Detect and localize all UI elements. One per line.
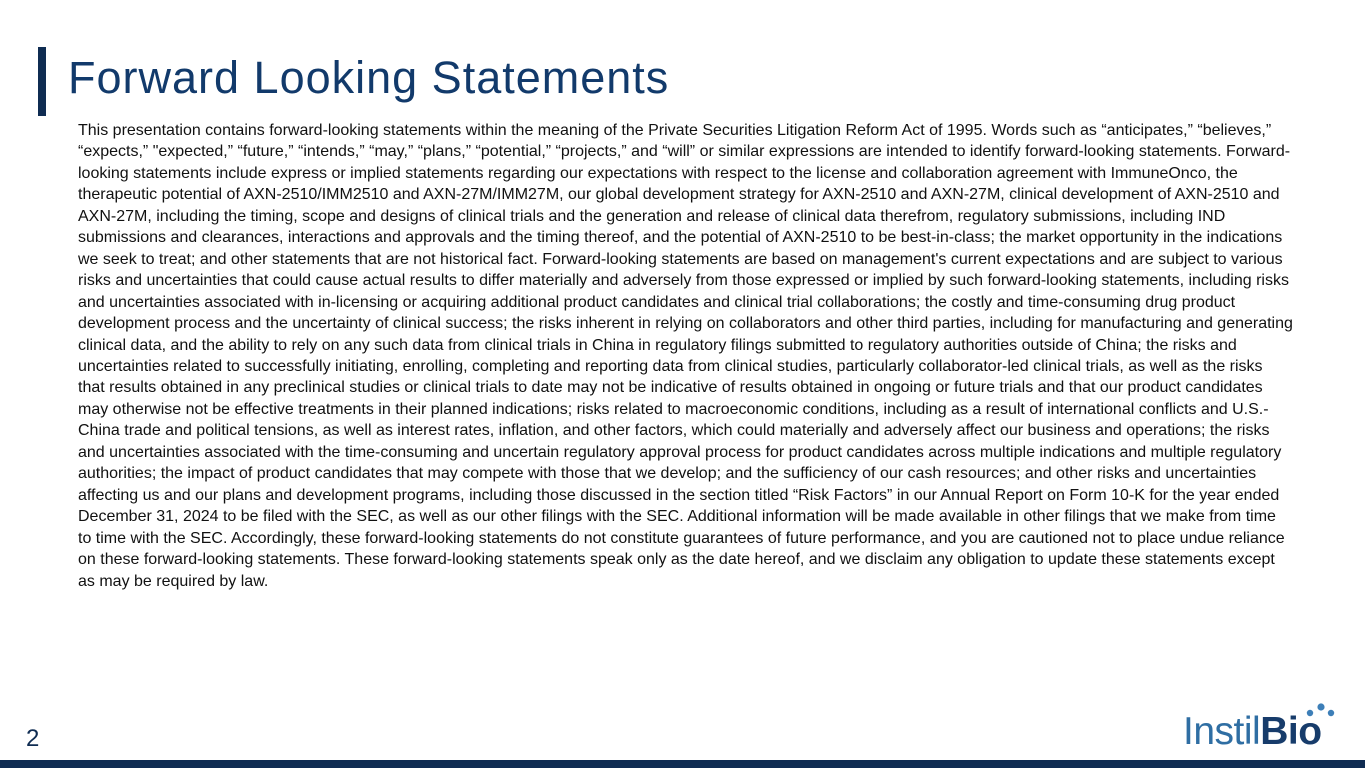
instilbio-logo bbox=[1183, 698, 1343, 756]
logo-text-bio: Bio bbox=[1260, 710, 1322, 753]
page-number: 2 bbox=[26, 725, 40, 752]
logo-wordmark bbox=[1183, 710, 1322, 754]
slide-title: Forward Looking Statements bbox=[68, 52, 670, 103]
logo-text-instil: Instil bbox=[1183, 710, 1261, 753]
forward-looking-statements-text: This presentation contains forward-looking statements within the meaning of the Private Securities Litigation Reform Act of 1995. Words such as “anticipates,” “believes,” “expects,” "expected,” “future,” “intends,” “may,” “plans,” “potential,” “projects,” and “will” or similar expressions are intended to identify forward-looking statements. Forward-looking statements include express or implied statements regarding our expectations with respect to the license and collaboration agreement with ImmuneOnco, the therapeutic potential of AXN-2510/IMM2510 and AXN-27M/IMM27M, our global development strategy for AXN-2510 and AXN-27M, clinical development of AXN-2510 and AXN-27M, including the timing, scope and designs of clinical trials and the generation and release of clinical data therefrom, regulatory submissions, including IND submissions and clearances, interactions and approvals and the timing thereof, and the potential of AXN-2510 to be best-in-class; the market opportunity in the indications we seek to treat; and other statements that are not historical fact. Forward-looking statements are based on management's current expectations and are subject to various risks and uncertainties that could cause actual results to differ materially and adversely from those expressed or implied by such forward-looking statements, including risks and uncertainties associated with in-licensing or acquiring additional product candidates and clinical trial collaborations; the costly and time-consuming drug product development process and the uncertainty of clinical success; the risks inherent in relying on collaborators and other third parties, including for manufacturing and generating clinical data, and the ability to rely on any such data from clinical trials in China in regulatory filings submitted to regulatory authorities outside of China; the risks and uncertainties related to successfully initiating, enrolling, completing and reporting data from clinical studies, particularly collaborator-led clinical trials, as well as the risks that results obtained in any preclinical studies or clinical trials to date may not be indicative of results obtained in ongoing or future trials and that our product candidates may otherwise not be effective treatments in their planned indications; risks related to macroeconomic conditions, including as a result of international conflicts and U.S.-China trade and political tensions, as well as interest rates, inflation, and other factors, which could materially and adversely affect our business and operations; the risks and uncertainties associated with the time-consuming and uncertain regulatory approval process for product candidates across multiple indications and multiple regulatory authorities; the impact of product candidates that may compete with those that we develop; and the sufficiency of our cash resources; and other risks and uncertainties affecting us and our plans and development programs, including those discussed in the section titled “Risk Factors” in our Annual Report on Form 10-K for the year ended December 31, 2024 to be filed with the SEC, as well as our other filings with the SEC. Additional information will be made available in other filings that we make from time to time with the SEC. Accordingly, these forward-looking statements do not constitute guarantees of future performance, and you are cautioned not to place undue reliance on these forward-looking statements. These forward-looking statements speak only as the date hereof, and we disclaim any obligation to update these statements except as may be required by law. bbox=[78, 122, 1293, 590]
footer-band bbox=[0, 760, 1365, 768]
title-accent-bar bbox=[38, 47, 46, 116]
